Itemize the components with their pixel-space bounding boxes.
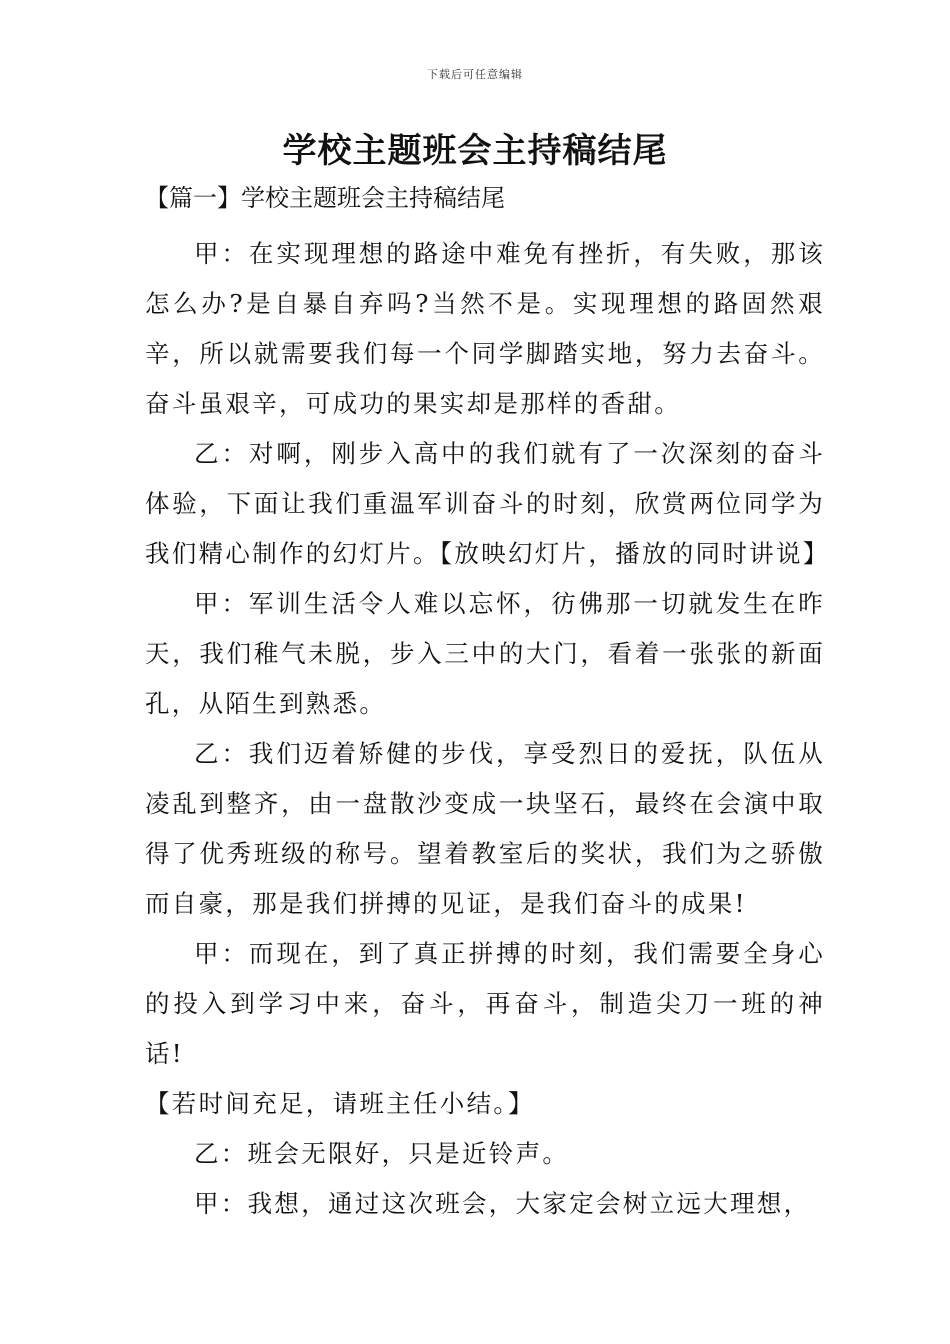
paragraph: 乙：对啊，刚步入高中的我们就有了一次深刻的奋斗体验，下面让我们重温军训奋斗的时刻，欣赏两位同学为我们精心制作的幻灯片。【放映幻灯片，播放的同时讲说】 [145,439,830,568]
paragraph: 甲：我想，通过这次班会，大家定会树立远大理想， [194,1189,811,1218]
header-note: 下载后可任意编辑 [427,68,523,81]
paragraph: 乙：班会无限好，只是近铃声。 [194,1139,570,1168]
paragraph: 甲：而现在，到了真正拼搏的时刻，我们需要全身心的投入到学习中来，奋斗，再奋斗，制造尖刀一班的神话! [145,939,825,1068]
paragraph: 甲：军训生活令人难以忘怀，彷佛那一切就发生在昨天，我们稚气未脱，步入三中的大门，看着一张张的新面孔，从陌生到熟悉。 [145,589,825,718]
paragraph: 甲：在实现理想的路途中难免有挫折，有失败，那该怎么办?是自暴自弃吗?当然不是。实现理想的路固然艰辛，所以就需要我们每一个同学脚踏实地，努力去奋斗。奋斗虽艰辛，可成功的果实却是那样的香甜。 [145,239,825,418]
document-title: 学校主题班会主持稿结尾 [282,131,668,171]
section-heading: 【篇一】学校主题班会主持稿结尾 [145,184,505,212]
paragraph: 乙：我们迈着矫健的步伐，享受烈日的爱抚，队伍从凌乱到整齐，由一盘散沙变成一块坚石，最终在会演中取得了优秀班级的称号。望着教室后的奖状，我们为之骄傲而自豪，那是我们拼搏的见证，是我们奋斗的成果! [145,739,825,918]
document-body [145,229,830,1229]
paragraph-note: 【若时间充足，请班主任小结。】 [145,1089,535,1118]
